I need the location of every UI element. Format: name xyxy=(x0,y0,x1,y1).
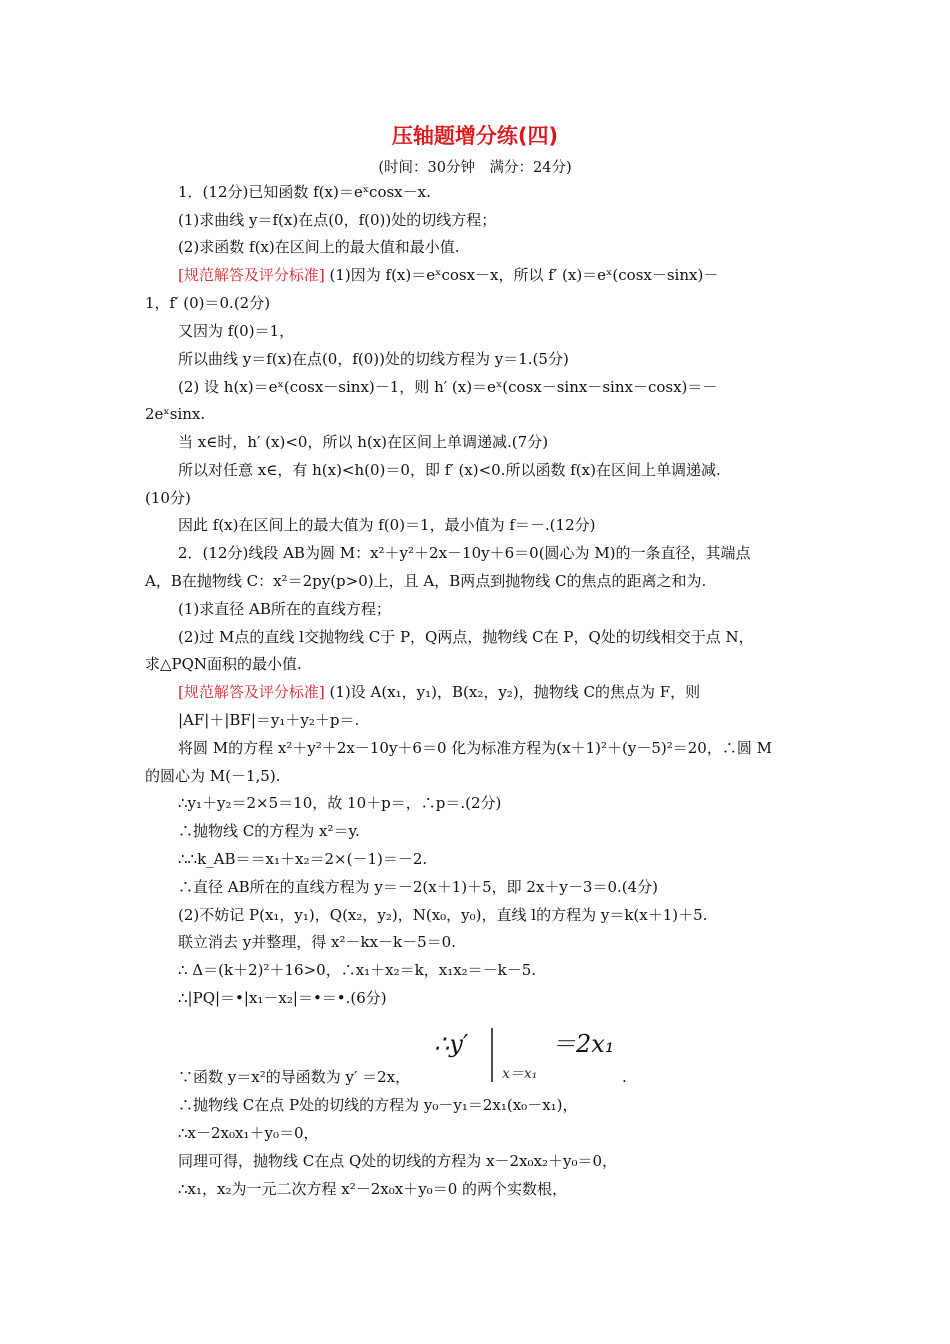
solution-2-line: ∴∴k_AB＝＝x₁＋x₂＝2×(－1)＝－2. xyxy=(178,850,428,868)
solution-2-line: 同理可得，抛物线 C在点 Q处的切线的方程为 x－2x₀x₂＋y₀＝0， xyxy=(178,1152,618,1170)
problem-1-part-2: (2)求函数 f(x)在区间上的最大值和最小值. xyxy=(178,238,460,256)
problem-2-statement: 2．(12分)线段 AB为圆 M：x²＋y²＋2x－10y＋6＝0(圆心为 M)的一条直径，其端点 xyxy=(178,544,751,562)
solution-1-line: 因此 f(x)在区间上的最大值为 f(0)＝1，最小值为 f＝－.(12分) xyxy=(178,516,596,534)
solution-1-line xyxy=(178,264,718,286)
solution-2-line: 联立消去 y并整理，得 x²－kx－k－5＝0. xyxy=(178,933,456,951)
solution-2-line: ∴ Δ＝(k＋2)²＋16>0，∴x₁＋x₂＝k，x₁x₂＝－k－5. xyxy=(178,961,537,979)
solution-2-line: ∴抛物线 C的方程为 x²＝y. xyxy=(178,822,360,840)
solution-1-line: 1，f′ (0)＝0.(2分) xyxy=(145,294,271,312)
solution-2-line: ∵函数 y＝x²的导函数为 y′ ＝2x， xyxy=(178,1068,411,1086)
page-title: 压轴题增分练(四) xyxy=(391,124,559,148)
solution-1-line: 2eˣsinx. xyxy=(145,405,206,423)
solution-1-line: 所以曲线 y＝f(x)在点(0，f(0))处的切线方程为 y＝1.(5分) xyxy=(178,350,569,368)
formula-subscript: x＝x₁ xyxy=(502,1066,538,1082)
solution-2-line: ∴直径 AB所在的直线方程为 y＝－2(x＋1)＋5，即 2x＋y－3＝0.(4分) xyxy=(178,878,659,896)
solution-1-line: (2) 设 h(x)＝eˣ(cosx－sinx)－1，则 h′ (x)＝eˣ(cosx－sinx－sinx－cosx)＝－ xyxy=(178,378,718,396)
solution-2-line: ∴y₁＋y₂＝2×5＝10，故 10＋p＝，∴p＝.(2分) xyxy=(178,794,502,812)
solution-1-line: (10分) xyxy=(145,489,191,507)
solution-2-line: ∴x－2x₀x₁＋y₀＝0， xyxy=(178,1124,319,1142)
solution-label: [规范解答及评分标准] xyxy=(178,266,325,284)
solution-2-line: 将圆 M的方程 x²＋y²＋2x－10y＋6＝0 化为标准方程为(x＋1)²＋(y－5)²＝20，∴圆 M xyxy=(178,739,772,757)
page-subtitle: (时间：30分钟 满分：24分) xyxy=(378,160,572,176)
solution-2-line: (2)不妨记 P(x₁，y₁)，Q(x₂，y₂)，N(x₀，y₀)，直线 l的方程为 y＝k(x＋1)＋5. xyxy=(178,906,708,924)
problem-2-statement: A，B在抛物线 C：x²＝2py(p>0)上，且 A，B两点到抛物线 C的焦点的距离之和为. xyxy=(145,572,707,590)
derivative-formula-image xyxy=(430,1022,630,1090)
problem-1-part-1: (1)求曲线 y＝f(x)在点(0，f(0))处的切线方程； xyxy=(178,211,497,229)
solution-2-line: ∴|PQ|＝•|x₁－x₂|＝•＝•.(6分) xyxy=(178,989,387,1007)
solution-2-line: |AF|＋|BF|＝y₁＋y₂＋p＝. xyxy=(178,711,360,729)
problem-2-part-2: 求△PQN面积的最小值. xyxy=(145,655,302,673)
formula-therefore-y-prime: ∴y′ xyxy=(434,1030,469,1058)
solution-2-line xyxy=(178,681,700,703)
formula-rhs: ＝2x₁ xyxy=(552,1030,615,1058)
solution-label: [规范解答及评分标准] xyxy=(178,683,325,701)
problem-1-statement: 1．(12分)已知函数 f(x)＝eˣcosx－x. xyxy=(178,183,431,201)
problem-2-part-2: (2)过 M点的直线 l交抛物线 C于 P，Q两点，抛物线 C在 P，Q处的切线相交于点 N， xyxy=(178,628,754,646)
solution-1-line: 又因为 f(0)＝1， xyxy=(178,322,295,340)
trailing-period: . xyxy=(622,1068,627,1086)
problem-2-part-1: (1)求直径 AB所在的直线方程； xyxy=(178,600,391,618)
solution-2-line: ∴抛物线 C在点 P处的切线的方程为 y₀－y₁＝2x₁(x₀－x₁)， xyxy=(178,1096,578,1114)
solution-text: (1)设 A(x₁，y₁)，B(x₂，y₂)，抛物线 C的焦点为 F，则 xyxy=(329,683,701,701)
solution-text: (1)因为 f(x)＝eˣcosx－x，所以 f′ (x)＝eˣ(cosx－sinx)－ xyxy=(329,266,719,284)
solution-1-line: 所以对任意 x∈，有 h(x)<h(0)＝0，即 f′ (x)<0.所以函数 f(x)在区间上单调递减. xyxy=(178,461,721,479)
solution-2-line: ∴x₁，x₂为一元二次方程 x²－2x₀x＋y₀＝0 的两个实数根， xyxy=(178,1180,568,1198)
solution-1-line: 当 x∈时，h′ (x)<0，所以 h(x)在区间上单调递减.(7分) xyxy=(178,433,549,451)
solution-2-line: 的圆心为 M(－1,5). xyxy=(145,767,281,785)
